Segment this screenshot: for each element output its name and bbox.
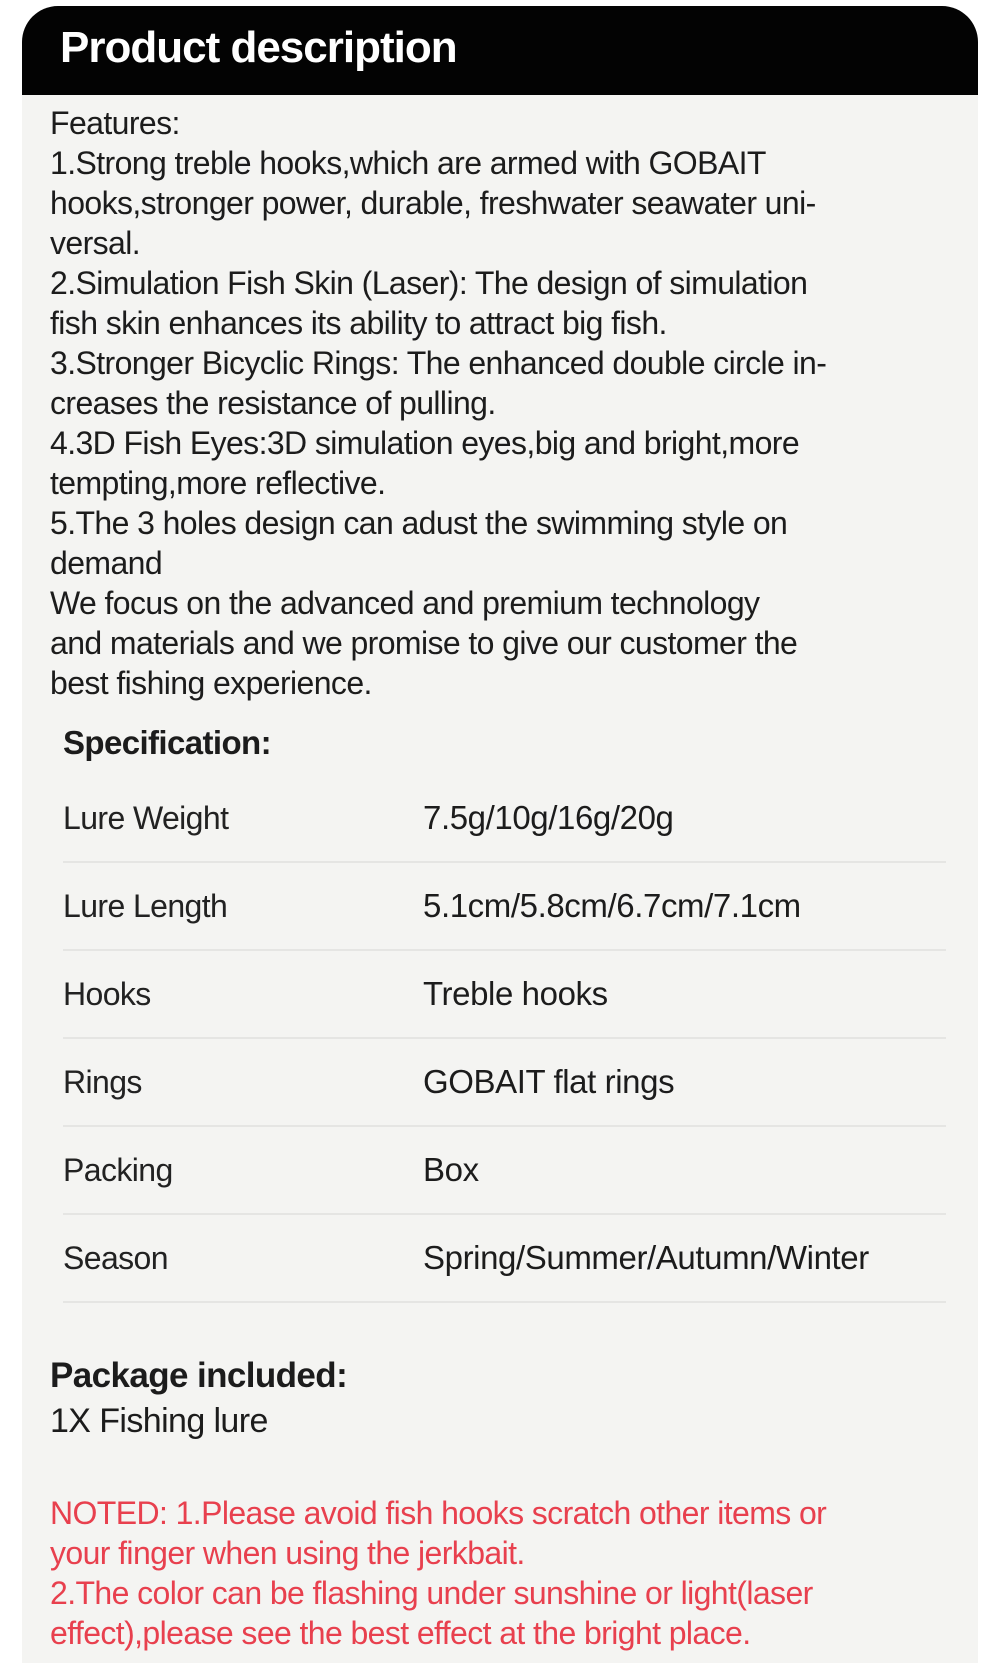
spec-label: Season	[63, 1239, 168, 1276]
package-heading: Package included:	[50, 1356, 348, 1395]
spec-value: Treble hooks	[423, 975, 608, 1012]
spec-row-packing	[63, 1127, 946, 1215]
feature-line: best fishing experience.	[50, 665, 372, 701]
page-title: Product description	[60, 22, 457, 72]
feature-line: hooks,stronger power, durable, freshwater seawater uni-	[50, 185, 816, 221]
spec-value: 5.1cm/5.8cm/6.7cm/7.1cm	[423, 887, 801, 924]
spec-label: Lure Length	[63, 887, 228, 924]
feature-line: fish skin enhances its ability to attract big fish.	[50, 305, 667, 341]
spec-label: Hooks	[63, 975, 151, 1012]
feature-line: and materials and we promise to give our customer the	[50, 625, 798, 661]
feature-line: We focus on the advanced and premium technology	[50, 585, 760, 621]
features-heading: Features:	[50, 105, 180, 141]
feature-line: tempting,more reflective.	[50, 465, 386, 501]
spec-label: Lure Weight	[63, 799, 229, 836]
feature-line: demand	[50, 545, 163, 581]
feature-line: 1.Strong treble hooks,which are armed with GOBAIT	[50, 145, 766, 181]
note-line: your finger when using the jerkbait.	[50, 1535, 525, 1571]
spec-row-season	[63, 1215, 946, 1303]
note-line: NOTED: 1.Please avoid fish hooks scratch other items or	[50, 1495, 827, 1531]
feature-line: creases the resistance of pulling.	[50, 385, 496, 421]
note-line: 2.The color can be flashing under sunshine or light(laser	[50, 1575, 813, 1611]
spec-label: Packing	[63, 1151, 173, 1188]
specification-table	[63, 775, 946, 1303]
specification-heading: Specification:	[63, 724, 271, 761]
section-header	[22, 6, 978, 95]
feature-line: versal.	[50, 225, 141, 261]
spec-value: 7.5g/10g/16g/20g	[423, 799, 674, 836]
feature-line: 5.The 3 holes design can adust the swimming style on	[50, 505, 788, 541]
spec-row-rings	[63, 1039, 946, 1127]
feature-line: 2.Simulation Fish Skin (Laser): The design of simulation	[50, 265, 808, 301]
feature-line: 4.3D Fish Eyes:3D simulation eyes,big and bright,more	[50, 425, 800, 461]
product-description-panel	[22, 6, 978, 1663]
note-block	[50, 1493, 952, 1653]
spec-value: Spring/Summer/Autumn/Winter	[423, 1239, 869, 1276]
package-block	[50, 1353, 952, 1443]
spec-value: GOBAIT flat rings	[423, 1063, 675, 1100]
spec-value: Box	[423, 1151, 479, 1188]
features-block	[50, 103, 952, 703]
spec-label: Rings	[63, 1063, 142, 1100]
note-line: effect),please see the best effect at the bright place.	[50, 1615, 751, 1651]
spec-row-hooks	[63, 951, 946, 1039]
spec-row-lure-weight	[63, 775, 946, 863]
feature-line: 3.Stronger Bicyclic Rings: The enhanced double circle in-	[50, 345, 827, 381]
section-content	[22, 95, 978, 1663]
package-item: 1X Fishing lure	[50, 1402, 268, 1440]
spec-row-lure-length	[63, 863, 946, 951]
